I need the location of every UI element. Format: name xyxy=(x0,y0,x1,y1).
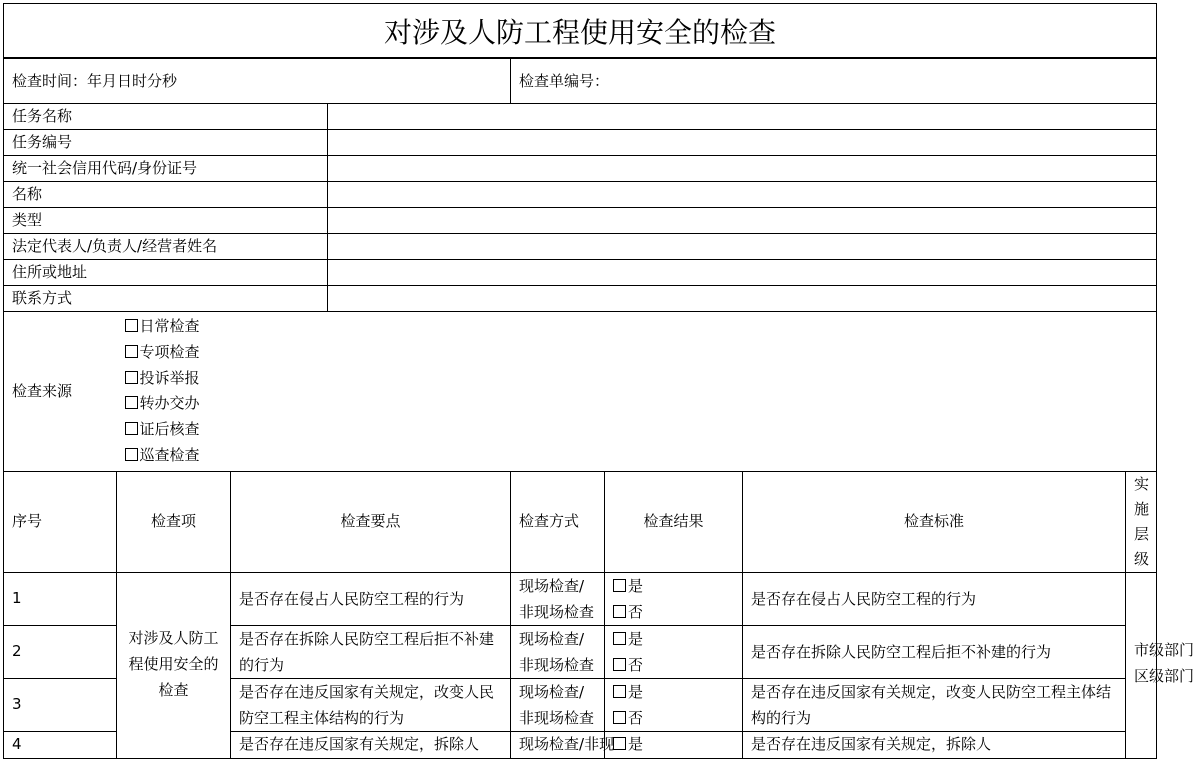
info-value-field[interactable] xyxy=(328,156,1157,182)
checkbox-icon xyxy=(125,345,138,358)
source-option-special[interactable]: 专项检查 xyxy=(125,340,1149,366)
check-method: 现场检查/非现场检查 xyxy=(511,625,605,678)
info-label: 联系方式 xyxy=(4,286,328,312)
result-yes-checkbox[interactable]: 是 xyxy=(613,679,734,705)
col-header-point: 检查要点 xyxy=(231,471,511,572)
implementation-level xyxy=(1126,572,1194,758)
info-value-field[interactable] xyxy=(328,182,1157,208)
result-options xyxy=(605,572,743,625)
source-option-post-license[interactable]: 证后核查 xyxy=(125,417,1149,443)
result-no-checkbox[interactable]: 否 xyxy=(613,705,734,731)
info-label: 任务编号 xyxy=(4,130,328,156)
checkbox-icon xyxy=(613,579,626,592)
col-header-no: 序号 xyxy=(4,471,117,572)
info-value-field[interactable] xyxy=(328,208,1157,234)
inspection-form xyxy=(3,3,1194,754)
source-option-daily[interactable]: 日常检查 xyxy=(125,314,1149,340)
check-method: 现场检查/非现场检查 xyxy=(511,678,605,731)
source-options xyxy=(117,312,1157,472)
check-method: 现场检查/非现场检查 xyxy=(511,572,605,625)
result-yes-checkbox[interactable]: 是 xyxy=(613,626,734,652)
result-options xyxy=(605,678,743,731)
col-header-result: 检查结果 xyxy=(605,471,743,572)
check-point: 是否存在拆除人民防空工程后拒不补建的行为 xyxy=(231,625,511,678)
checkbox-icon xyxy=(125,422,138,435)
checkbox-icon xyxy=(613,658,626,671)
col-header-level: 实施层级 xyxy=(1126,471,1157,572)
info-value-field[interactable] xyxy=(328,286,1157,312)
col-header-method: 检查方式 xyxy=(511,471,605,572)
checkbox-icon xyxy=(125,371,138,384)
source-option-transfer[interactable]: 转办交办 xyxy=(125,391,1149,417)
info-label: 名称 xyxy=(4,182,328,208)
inspection-number-field[interactable]: 检查单编号： xyxy=(511,59,1157,104)
row-number: 2 xyxy=(4,625,117,678)
check-standard: 是否存在违反国家有关规定，改变人民防空工程主体结构的行为 xyxy=(743,678,1126,731)
check-standard: 是否存在违反国家有关规定，拆除人 xyxy=(743,731,1126,758)
table-row xyxy=(4,572,1157,625)
result-options xyxy=(605,625,743,678)
info-row-type xyxy=(4,208,1157,234)
result-no-checkbox[interactable]: 否 xyxy=(613,652,734,678)
check-point: 是否存在侵占人民防空工程的行为 xyxy=(231,572,511,625)
info-label: 任务名称 xyxy=(4,104,328,130)
column-header-row xyxy=(4,471,1157,572)
result-yes-checkbox[interactable]: 是 xyxy=(613,573,734,599)
result-yes-checkbox[interactable]: 是 xyxy=(613,732,734,757)
info-value-field[interactable] xyxy=(328,130,1157,156)
info-label: 类型 xyxy=(4,208,328,234)
source-option-complaint[interactable]: 投诉举报 xyxy=(125,366,1149,392)
row-number: 1 xyxy=(4,572,117,625)
check-point: 是否存在违反国家有关规定，拆除人 xyxy=(231,731,511,758)
checkbox-icon xyxy=(125,396,138,409)
checkbox-icon xyxy=(613,632,626,645)
info-row-legal-rep xyxy=(4,234,1157,260)
info-row-credit-code xyxy=(4,156,1157,182)
level-city: 市级部门 xyxy=(1134,640,1194,659)
result-options xyxy=(605,731,743,758)
info-label: 住所或地址 xyxy=(4,260,328,286)
level-district: 区级部门 xyxy=(1134,666,1194,685)
form-title: 对涉及人防工程使用安全的检查 xyxy=(3,3,1157,58)
check-standard: 是否存在侵占人民防空工程的行为 xyxy=(743,572,1126,625)
row-number: 3 xyxy=(4,678,117,731)
checkbox-icon xyxy=(613,685,626,698)
col-header-item: 检查项 xyxy=(117,471,231,572)
info-label: 统一社会信用代码/身份证号 xyxy=(4,156,328,182)
checkbox-icon xyxy=(125,319,138,332)
info-value-field[interactable] xyxy=(328,104,1157,130)
inspection-time-field[interactable]: 检查时间：年月日时分秒 xyxy=(4,59,511,104)
check-item-cell: 对涉及人防工程使用安全的检查 xyxy=(117,572,231,758)
result-no-checkbox[interactable]: 否 xyxy=(613,599,734,625)
col-header-standard: 检查标准 xyxy=(743,471,1126,572)
checkbox-icon xyxy=(125,448,138,461)
checkbox-icon xyxy=(613,605,626,618)
info-row-contact xyxy=(4,286,1157,312)
check-point: 是否存在违反国家有关规定，改变人民防空工程主体结构的行为 xyxy=(231,678,511,731)
row-number: 4 xyxy=(4,731,117,758)
header-row xyxy=(4,59,1157,104)
info-row-task-name xyxy=(4,104,1157,130)
info-label: 法定代表人/负责人/经营者姓名 xyxy=(4,234,328,260)
check-standard: 是否存在拆除人民防空工程后拒不补建的行为 xyxy=(743,625,1126,678)
info-row-name xyxy=(4,182,1157,208)
inspection-table xyxy=(3,58,1194,759)
info-row-address xyxy=(4,260,1157,286)
source-row xyxy=(4,312,1157,472)
source-option-patrol[interactable]: 巡查检查 xyxy=(125,443,1149,469)
info-value-field[interactable] xyxy=(328,260,1157,286)
check-method: 现场检查/非现 xyxy=(511,731,605,758)
source-label: 检查来源 xyxy=(4,312,117,472)
info-row-task-number xyxy=(4,130,1157,156)
checkbox-icon xyxy=(613,737,626,750)
info-value-field[interactable] xyxy=(328,234,1157,260)
checkbox-icon xyxy=(613,711,626,724)
